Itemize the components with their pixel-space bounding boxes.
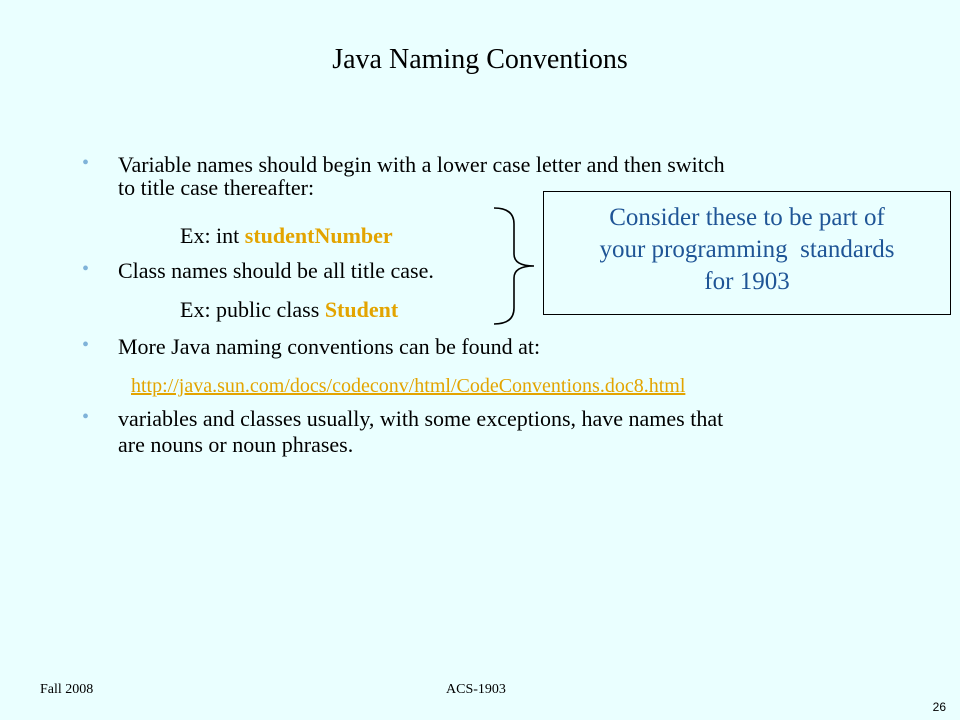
example-prefix: Ex: public class — [180, 297, 325, 322]
example-class — [180, 298, 398, 322]
callout-line-1: Consider these to be part of — [609, 204, 885, 231]
standards-callout — [543, 191, 951, 315]
callout-line-2: your programming standards — [599, 236, 895, 263]
bullet-2-line-1: Class names should be all title case. — [118, 258, 434, 283]
bullet-4-line-2: are nouns or noun phrases. — [118, 432, 354, 457]
example-highlight: studentNumber — [244, 223, 393, 248]
bullet-1-line-2: to title case thereafter: — [118, 175, 315, 200]
example-variable — [180, 224, 393, 248]
footer-course: ACS-1903 — [446, 682, 506, 697]
bullet-dot-icon: • — [82, 258, 90, 280]
example-prefix: Ex: int — [180, 223, 245, 248]
footer-term: Fall 2008 — [40, 682, 94, 697]
example-highlight: Student — [324, 297, 399, 322]
page-number: 26 — [932, 700, 946, 714]
bullet-3-line-1: More Java naming conventions can be found at: — [118, 334, 541, 359]
curly-brace-icon — [490, 206, 550, 326]
slide-title: Java Naming Conventions — [332, 44, 628, 75]
bullet-dot-icon: • — [82, 334, 90, 356]
callout-line-3: for 1903 — [704, 268, 790, 295]
bullet-4-line-1: variables and classes usually, with some exceptions, have names that — [118, 406, 724, 431]
bullet-1-line-1: Variable names should begin with a lower case letter and then switch — [118, 152, 725, 177]
bullet-dot-icon: • — [82, 152, 90, 174]
bullet-dot-icon: • — [82, 406, 90, 428]
code-conventions-link[interactable]: http://java.sun.com/docs/codeconv/html/CodeConventions.doc8.html — [131, 375, 686, 397]
